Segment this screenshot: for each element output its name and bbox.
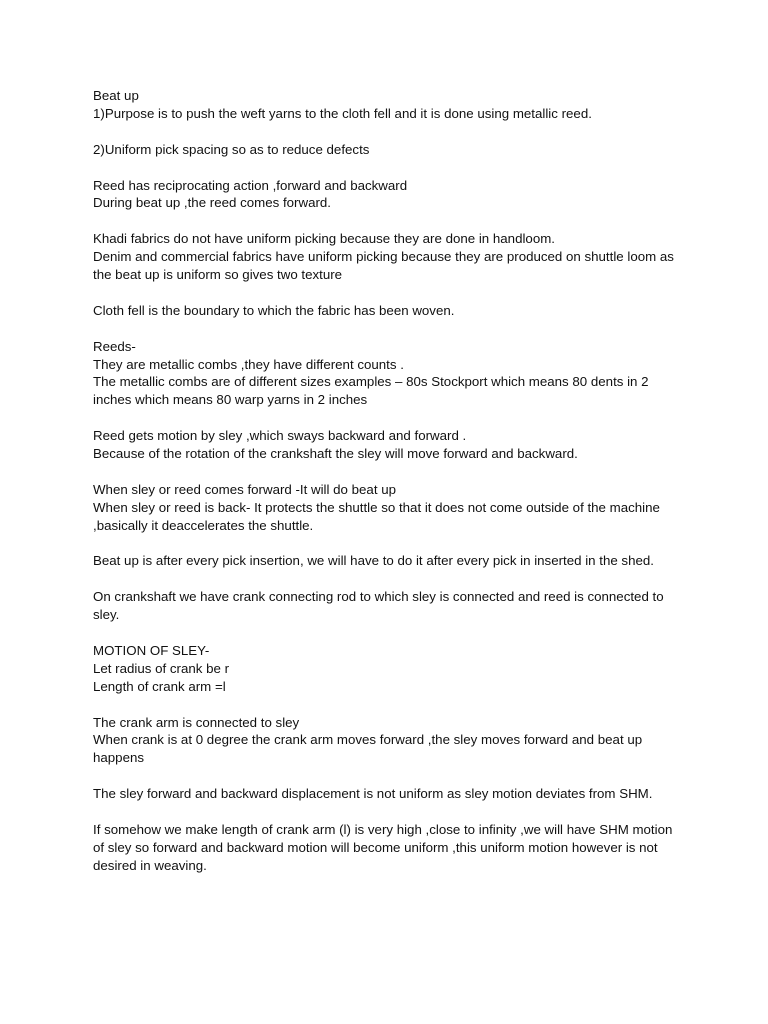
- text-line: Cloth fell is the boundary to which the fabric has been woven.: [93, 302, 455, 318]
- text-line: 1)Purpose is to push the weft yarns to the cloth fell and it is done using metallic reed.: [93, 105, 592, 121]
- paragraph-crank-arm: [93, 714, 683, 768]
- paragraph-reeds: [93, 338, 683, 410]
- text-line: Khadi fabrics do not have uniform picking because they are done in handloom.: [93, 231, 555, 247]
- text-line: On crankshaft we have crank connecting rod to which sley is connected and reed is connected to sley.: [93, 589, 664, 623]
- paragraph-reed-motion: [93, 427, 683, 463]
- text-line: They are metallic combs ,they have different counts .: [93, 356, 404, 372]
- paragraph-cloth-fell: [93, 302, 683, 320]
- text-line: 2)Uniform pick spacing so as to reduce defects: [93, 141, 370, 157]
- paragraph-shm: [93, 821, 683, 875]
- document-body: [93, 87, 683, 893]
- text-line: When sley or reed comes forward -It will do beat up: [93, 481, 397, 497]
- text-line: Denim and commercial fabrics have uniform picking because they are produced on shuttle loom as the beat up is uniform so gives two texture: [93, 249, 674, 283]
- text-line: Let radius of crank be r: [93, 660, 229, 676]
- paragraph-crankshaft: [93, 588, 683, 624]
- text-line: The metallic combs are of different sizes examples – 80s Stockport which means 80 dents in 2 inches which means 80 warp yarns in 2 inches: [93, 374, 649, 408]
- heading-beat-up: Beat up: [93, 88, 139, 103]
- paragraph-reed-action: [93, 177, 683, 213]
- paragraph-displacement: [93, 785, 683, 803]
- text-line: Length of crank arm =l: [93, 678, 226, 694]
- text-line: Beat up is after every pick insertion, we will have to do it after every pick in inserted in the shed.: [93, 553, 654, 569]
- text-line: When sley or reed is back- It protects the shuttle so that it does not come outside of the machine ,basically it deaccelerates the shuttle.: [93, 499, 660, 533]
- text-line: When crank is at 0 degree the crank arm moves forward ,the sley moves forward and beat up happens: [93, 732, 643, 766]
- paragraph-uniform-pick: [93, 141, 683, 159]
- text-line: If somehow we make length of crank arm (l) is very high ,close to infinity ,we will have SHM motion of sley so forward and backward motion will become uniform ,this uniform motion however is not desired in weaving.: [93, 821, 673, 873]
- paragraph-motion-of-sley: [93, 642, 683, 696]
- text-line: Because of the rotation of the crankshaft the sley will move forward and backward.: [93, 446, 578, 462]
- paragraph-fabrics: [93, 230, 683, 284]
- text-line: The sley forward and backward displacement is not uniform as sley motion deviates from SHM.: [93, 786, 653, 802]
- paragraph-sley-position: [93, 481, 683, 535]
- text-line: Reed gets motion by sley ,which sways backward and forward .: [93, 428, 467, 444]
- heading-motion-of-sley: MOTION OF SLEY-: [93, 642, 210, 658]
- paragraph-beat-up: [93, 87, 683, 123]
- paragraph-beat-up-timing: [93, 552, 683, 570]
- text-line: During beat up ,the reed comes forward.: [93, 195, 331, 211]
- text-line: The crank arm is connected to sley: [93, 714, 300, 730]
- text-line: Reed has reciprocating action ,forward and backward: [93, 177, 408, 193]
- heading-reeds: Reeds-: [93, 338, 136, 354]
